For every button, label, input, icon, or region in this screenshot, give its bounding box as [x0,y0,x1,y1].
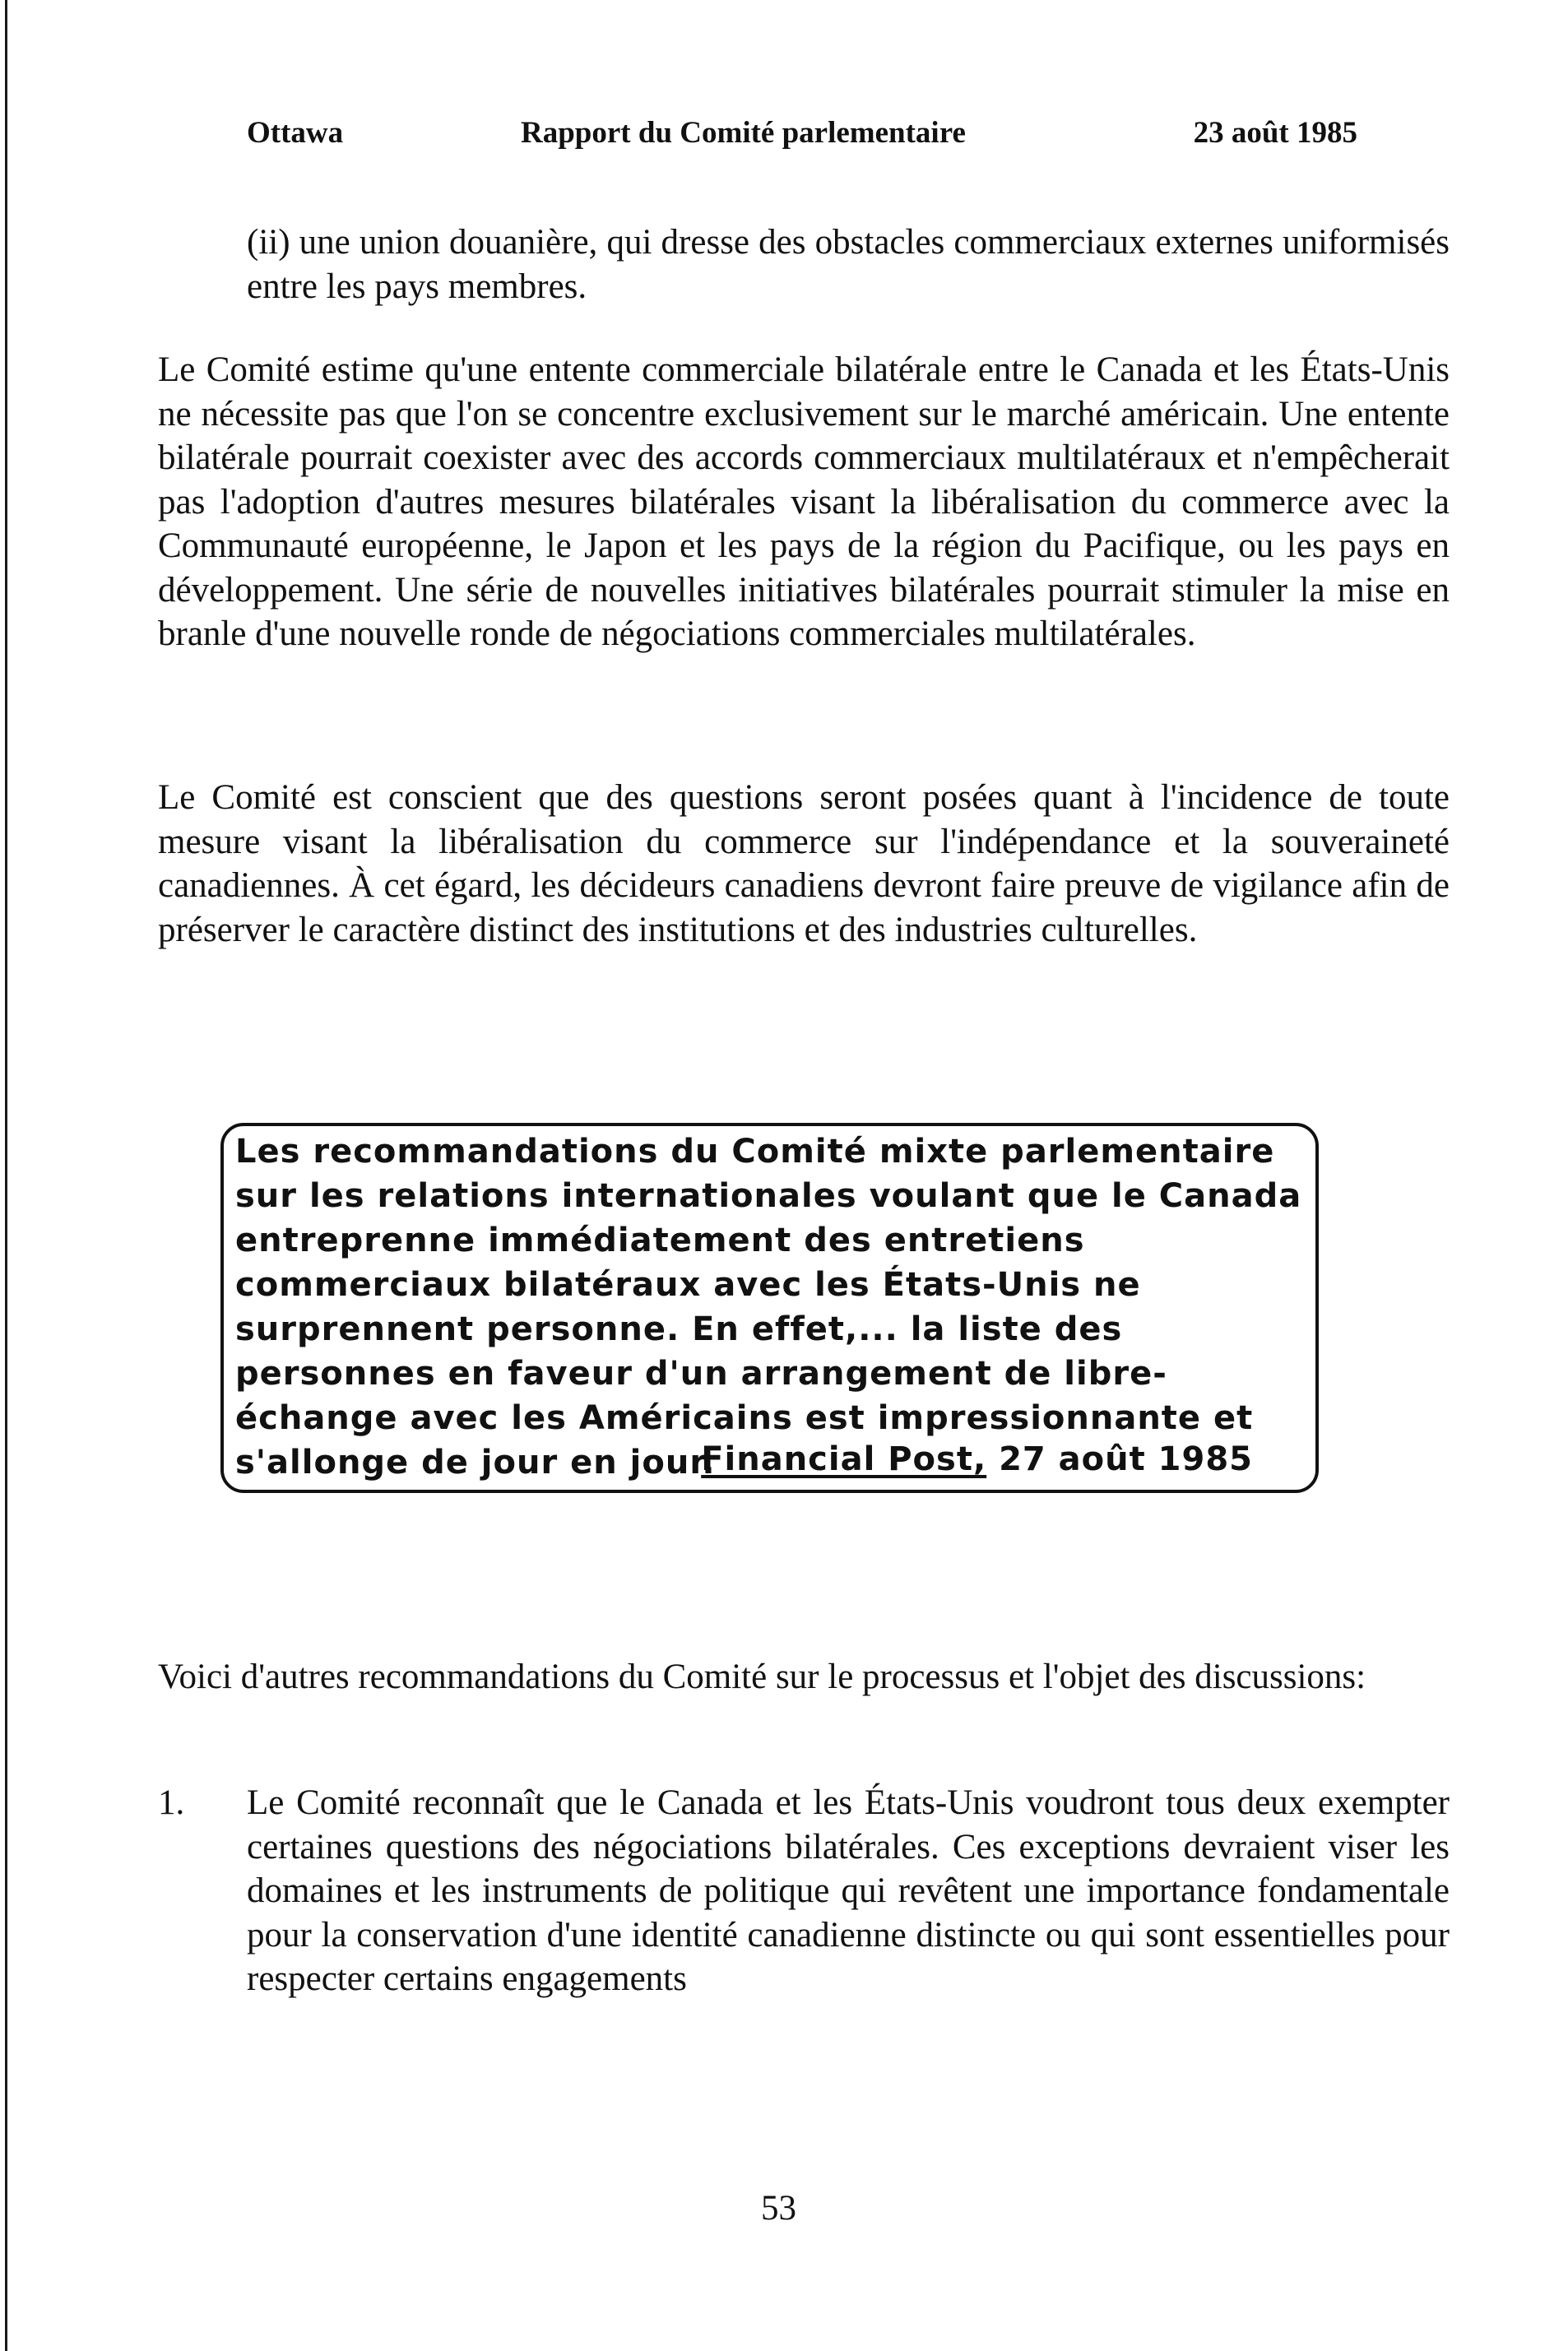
header-location: Ottawa [247,116,344,150]
quote-text: Les recommandations du Comité mixte parlementaire sur les relations internationales voulant que le Canada entreprenne immédiatement des entretiens commerciaux bilatéraux avec les États-Unis ne surprennent personne. En effet,... la liste des personnes en faveur d'un arrangement de libre-échange avec les Américains est impressionnante et s'allonge de jour en jour. [235,1133,1302,1482]
paragraph-other-recommendations: Voici d'autres recommandations du Comité sur le processus et l'objet des discussions: [158,1658,1366,1696]
page-number: 53 [761,2189,796,2228]
header-title: Rapport du Comité parlementaire [521,116,966,150]
quote-box [220,1123,1319,1493]
quote-source [701,1437,1253,1482]
paragraph-bilateral-agreement: Le Comité estime qu'une entente commerciale bilatérale entre le Canada et les États-Unis ne nécessite pas que l'on se concentre exclusivement sur le marché américain. Une entente bilatérale pourrait coexister avec des accords commerciaux multilatéraux et n'empêcherait pas l'adoption d'autres mesures bilatérales visant la libéralisation du commerce avec la Communauté européenne, le Japon et les pays de la région du Pacifique, ou les pays en développement. Une série de nouvelles initiatives bilatérales pourrait stimuler la mise en branle d'une nouvelle ronde de négociations commerciales multilatérales. [158,350,1450,653]
scan-edge-line [5,0,7,2351]
header-date: 23 août 1985 [1193,116,1357,150]
quote-source-publication: Financial Post, [701,1440,987,1478]
paragraph-sovereignty: Le Comité est conscient que des questions seront posées quant à l'incidence de toute mesure visant la libéralisation du commerce sur l'indépendance et la souveraineté canadiennes. À cet égard, les décideurs canadiens devront faire preuve de vigilance afin de préserver le caractère distinct des institutions et des industries culturelles. [158,778,1450,949]
list-item-text: Le Comité reconnaît que le Canada et les États-Unis voudront tous deux exempter certaines questions des négociations bilatérales. Ces exceptions devraient viser les domaines et les instruments de politique qui revêtent une importance fondamentale pour la conservation d'une identité canadienne distincte ou qui sont essentielles pour respecter certains engagements [247,1783,1450,1998]
list-item-number: 1. [158,1783,185,1822]
paragraph-customs-union: (ii) une union douanière, qui dresse des obstacles commerciaux externes uniformisés entre les pays membres. [247,223,1450,306]
quote-source-date: 27 août 1985 [986,1440,1253,1478]
page-header [247,115,1357,151]
